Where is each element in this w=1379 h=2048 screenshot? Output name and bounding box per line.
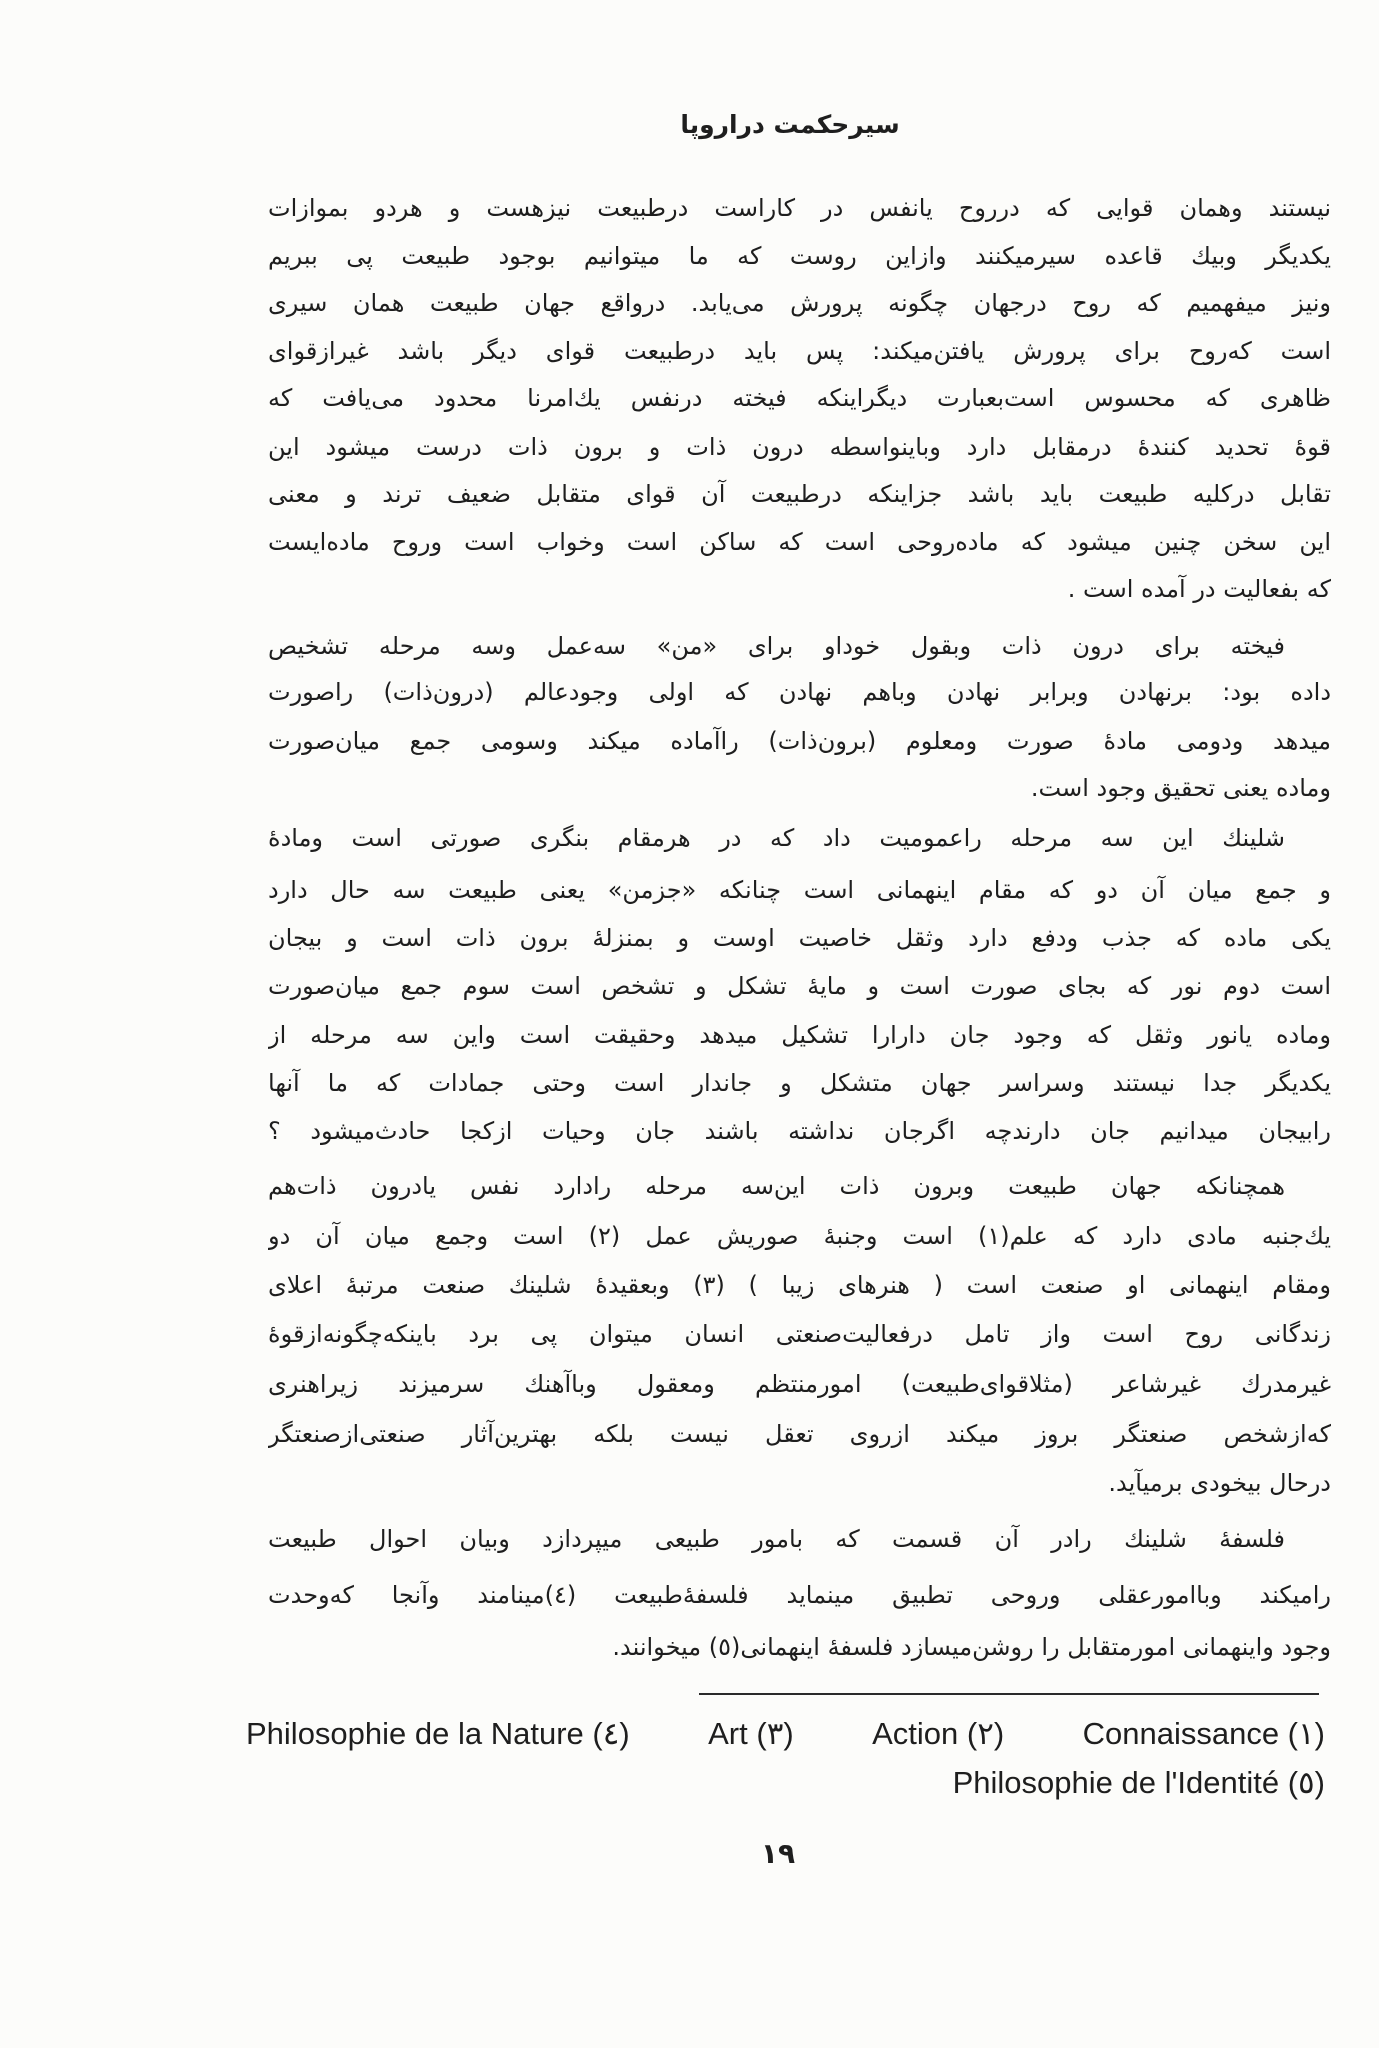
text-line: غیرمدرك غیرشاعر (مثلا‌قوای‌طبیعت) امورمنتظم ومعقول وباآهنك سرمیزند زیراهنری — [268, 1370, 1331, 1398]
text-line: است که‌روح برای پرورش یافتن‌میکند: پس باید درطبیعت قوای دیگر باشد غیرازقوای — [268, 337, 1331, 365]
text-line: وماده یانور وثقل که وجود جان دارارا تشکیل میدهد وحقیقت است واین سه مرحله از — [268, 1021, 1331, 1049]
text-line: یکی ماده که جذب ودفع دارد وثقل خاصیت اوست و بمنزلهٔ برون ذات است و بیجان — [268, 924, 1331, 952]
text-line: میدهد ودومی مادهٔ صورت ومعلوم (برون‌ذات) راآماده میکند وسومی جمع میان‌صورت — [268, 727, 1331, 755]
text-line: رامیکند وباامورعقلی وروحی تطبیق مینماید فلسفهٔ‌طبیعت (٤)مینامند وآنجا که‌وحدت — [268, 1581, 1331, 1609]
footnote: Connaissance (١) — [1082, 1716, 1325, 1751]
text-line: قوهٔ تحدید کنندهٔ درمقابل دارد وباینواسطه درون ذات و برون ذات درست میشود این — [268, 433, 1331, 461]
text-line: این سخن چنین میشود که ماده‌روحی است که ساکن است وخواب است وروح ماده‌ایست — [268, 528, 1331, 556]
text-line: فلسفهٔ شلینك رادر آن قسمت که بامور طبیعی میپردازد وبیان احوال طبیعت — [268, 1525, 1285, 1553]
running-title: سیرحکمت دراروپا — [680, 110, 900, 139]
footnote: Philosophie de la Nature (٤) — [246, 1716, 630, 1751]
text-line: وجود واینهمانی امورمتقابل را روشن‌میسازد فلسفهٔ اینهمانی(٥) میخوانند. — [612, 1633, 1331, 1661]
text-line: یکدیگر جدا نیستند وسراسر جهان متشکل و جاندار است وحتی جمادات که ما آنها — [268, 1069, 1331, 1097]
text-line: و جمع میان آن دو که مقام اینهمانی است چنانکه «جزمن» یعنی طبیعت سه حال دارد — [268, 876, 1331, 904]
text-line: فیخته برای درون ذات وبقول خوداو برای «من» سه‌عمل وسه مرحله تشخیص — [268, 632, 1285, 660]
text-line: نیستند وهمان قوایی که درروح یانفس در کاراست درطبیعت نیزهست و هردو بموازات — [268, 194, 1331, 222]
footnote: Art (٣) — [708, 1716, 794, 1751]
text-line: ومقام اینهمانی او صنعت است ( هنرهای زیبا ) (٣) وبعقیدهٔ شلینك صنعت مرتبهٔ اعلای — [268, 1271, 1331, 1299]
text-line: ظاهری که محسوس است‌بعبارت دیگراینکه فیخته درنفس یك‌امرنا محدود می‌یافت که — [268, 384, 1331, 412]
text-line: درحال بیخودی برمیآید. — [1108, 1469, 1331, 1497]
text-line: وماده یعنی تحقیق وجود است. — [1030, 774, 1331, 802]
footnotes-row — [246, 1712, 1325, 1756]
text-line: که بفعالیت در آمده است . — [1067, 575, 1331, 603]
footnotes-row — [246, 1761, 1325, 1805]
text-line: که‌ازشخص صنعتگر بروز میکند ازروی تعقل نیست بلکه بهترین‌آثار صنعتی‌ازصنعتگر — [268, 1420, 1331, 1448]
text-line: زندگانی روح است واز تامل درفعالیت‌صنعتی انسان میتوان پی برد باینکه‌چگونه‌ازقوهٔ — [268, 1320, 1331, 1348]
text-line: شلینك این سه مرحله راعمومیت داد که در هرمقام بنگری صورتی است ومادهٔ — [268, 824, 1285, 852]
text-line: یك‌جنبه مادی دارد که علم(١) است وجنبهٔ صوریش عمل (٢) است وجمع میان آن دو — [268, 1222, 1331, 1250]
text-line: تقابل درکلیه طبیعت باید باشد جزاینکه درطبیعت آن قوای متقابل ضعیف ترند و معنی — [268, 480, 1331, 508]
text-line: داده بود: برنهادن وبرابر نهادن وباهم نهادن که اولی وجودعالم (درون‌ذات) راصورت — [268, 678, 1331, 706]
footnote: Action (٢) — [872, 1716, 1005, 1751]
text-line: رابیجان میدانیم جان دارندچه اگرجان نداشته باشند جان وحیات ازکجا حادث‌میشود ؟ — [268, 1117, 1331, 1145]
page-number: ١٩ — [760, 1837, 796, 1870]
footnote: Philosophie de l'Identité (٥) — [952, 1765, 1325, 1800]
text-line: ونیز میفهمیم که روح درجهان چگونه پرورش می‌یابد. درواقع جهان طبیعت همان سیری — [268, 289, 1331, 317]
text-line: است دوم نور که بجای صورت است و مایهٔ تشکل و تشخص است سوم جمع میان‌صورت — [268, 972, 1331, 1000]
text-line: همچنانکه جهان طبیعت وبرون ذات این‌سه مرحله رادارد نفس یادرون ذات‌هم — [268, 1172, 1285, 1200]
footnote-divider — [699, 1693, 1319, 1695]
text-line: یکدیگر وبیك قاعده سیرمیکنند وازاین روست که ما میتوانیم بوجود طبیعت پی ببریم — [268, 242, 1331, 270]
